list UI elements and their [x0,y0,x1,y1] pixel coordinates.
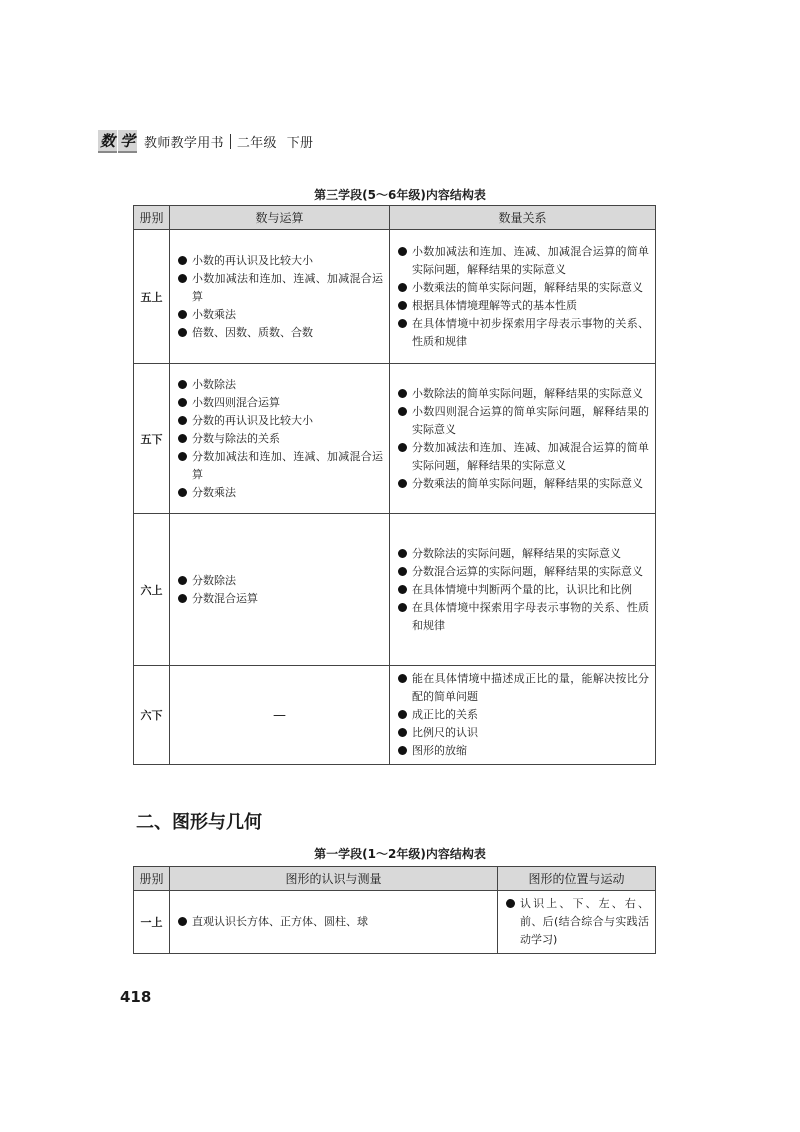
bullet-icon [506,899,515,908]
list-item: 分数加减法和连加、连减、加减混合运算 [176,448,383,484]
section-title: 二、图形与几何 [136,812,262,833]
bullet-icon [398,585,407,594]
list-item: 小数加减法和连加、连减、加减混合运算 [176,270,383,306]
bullet-icon [178,434,187,443]
bullet-icon [398,301,407,310]
numbers-cell [170,230,390,364]
volume-cell: 六下 [134,666,170,765]
bullet-icon [178,576,187,585]
relations-cell [390,666,656,765]
list-item: 在具体情境中探索用字母表示事物的关系、性质和规律 [396,599,649,635]
bullet-icon [398,674,407,683]
list-item: 认识上、下、左、右、前、后(结合综合与实践活动学习) [504,895,649,949]
list-item: 小数除法 [176,376,383,394]
bullet-icon [178,594,187,603]
list-item: 倍数、因数、质数、合数 [176,324,383,342]
bullet-icon [398,443,407,452]
bullet-icon [178,416,187,425]
bullet-icon [398,389,407,398]
list-item: 分数混合运算 [176,590,383,608]
bullet-icon [398,549,407,558]
bullet-icon [398,567,407,576]
bullet-icon [398,746,407,755]
list-item: 图形的放缩 [396,742,649,760]
list-item: 在具体情境中判断两个量的比，认识比和比例 [396,581,649,599]
bullet-icon [178,398,187,407]
content-structure-table-stage3 [133,205,656,765]
list-item: 成正比的关系 [396,706,649,724]
volume-cell: 五上 [134,230,170,364]
table-row [134,230,656,364]
list-item: 根据具体情境理解等式的基本性质 [396,297,649,315]
volume-cell: 六上 [134,514,170,666]
header-quantity-relations: 数量关系 [390,206,656,230]
page-number: 418 [120,988,152,1006]
bullet-icon [398,247,407,256]
relations-cell [390,364,656,514]
table-header-row [134,206,656,230]
header-shape-measurement: 图形的认识与测量 [170,867,498,891]
list-item: 直观认识长方体、正方体、圆柱、球 [176,913,491,931]
volume-cell: 一上 [134,891,170,954]
table2-caption: 第一学段(1～2年级)内容结构表 [314,847,486,861]
table-row [134,666,656,765]
header-numbers-operations: 数与运算 [170,206,390,230]
list-item: 比例尺的认识 [396,724,649,742]
bullet-icon [178,274,187,283]
bullet-icon [178,256,187,265]
list-item: 小数四则混合运算 [176,394,383,412]
list-item: 分数加减法和连加、连减、加减混合运算的简单实际问题，解释结果的实际意义 [396,439,649,475]
bullet-icon [178,328,187,337]
list-item: 分数的再认识及比较大小 [176,412,383,430]
list-item: 在具体情境中初步探索用字母表示事物的关系、性质和规律 [396,315,649,351]
header-position-motion: 图形的位置与运动 [498,867,656,891]
bullet-icon [398,283,407,292]
bullet-icon [178,310,187,319]
list-item: 小数除法的简单实际问题，解释结果的实际意义 [396,385,649,403]
list-item: 分数乘法的简单实际问题，解释结果的实际意义 [396,475,649,493]
bullet-icon [178,380,187,389]
position-cell [498,891,656,954]
content-structure-table-geometry [133,866,656,954]
list-item: 小数的再认识及比较大小 [176,252,383,270]
bullet-icon [398,479,407,488]
numbers-cell [170,514,390,666]
relations-cell [390,514,656,666]
subject-logo [98,130,138,153]
bullet-icon [398,407,407,416]
term-label: 下册 [286,136,314,151]
table1-caption: 第三学段(5～6年级)内容结构表 [314,188,486,202]
header-volume: 册别 [134,867,170,891]
header-divider [230,134,231,149]
bullet-icon [178,452,187,461]
list-item: 分数混合运算的实际问题，解释结果的实际意义 [396,563,649,581]
list-item: 小数乘法 [176,306,383,324]
table-row [134,514,656,666]
relations-cell [390,230,656,364]
running-header [98,130,313,153]
table-header-row [134,867,656,891]
bullet-icon [178,488,187,497]
table-row [134,364,656,514]
empty-cell-dash: — [170,666,390,765]
bullet-icon [398,603,407,612]
list-item: 小数乘法的简单实际问题，解释结果的实际意义 [396,279,649,297]
logo-char: 数 [98,130,117,153]
numbers-cell [170,364,390,514]
header-volume: 册别 [134,206,170,230]
list-item: 分数除法 [176,572,383,590]
table-row [134,891,656,954]
bullet-icon [398,319,407,328]
list-item: 分数与除法的关系 [176,430,383,448]
list-item: 能在具体情境中描述成正比的量，能解决按比分配的简单问题 [396,670,649,706]
book-title: 教师教学用书 [144,136,224,151]
list-item: 分数除法的实际问题，解释结果的实际意义 [396,545,649,563]
logo-char: 学 [118,130,137,153]
bullet-icon [398,728,407,737]
bullet-icon [398,710,407,719]
list-item: 分数乘法 [176,484,383,502]
list-item: 小数加减法和连加、连减、加减混合运算的简单实际问题，解释结果的实际意义 [396,243,649,279]
volume-cell: 五下 [134,364,170,514]
list-item: 小数四则混合运算的简单实际问题，解释结果的实际意义 [396,403,649,439]
bullet-icon [178,917,187,926]
grade-label: 二年级 [236,136,277,151]
shape-cell [170,891,498,954]
